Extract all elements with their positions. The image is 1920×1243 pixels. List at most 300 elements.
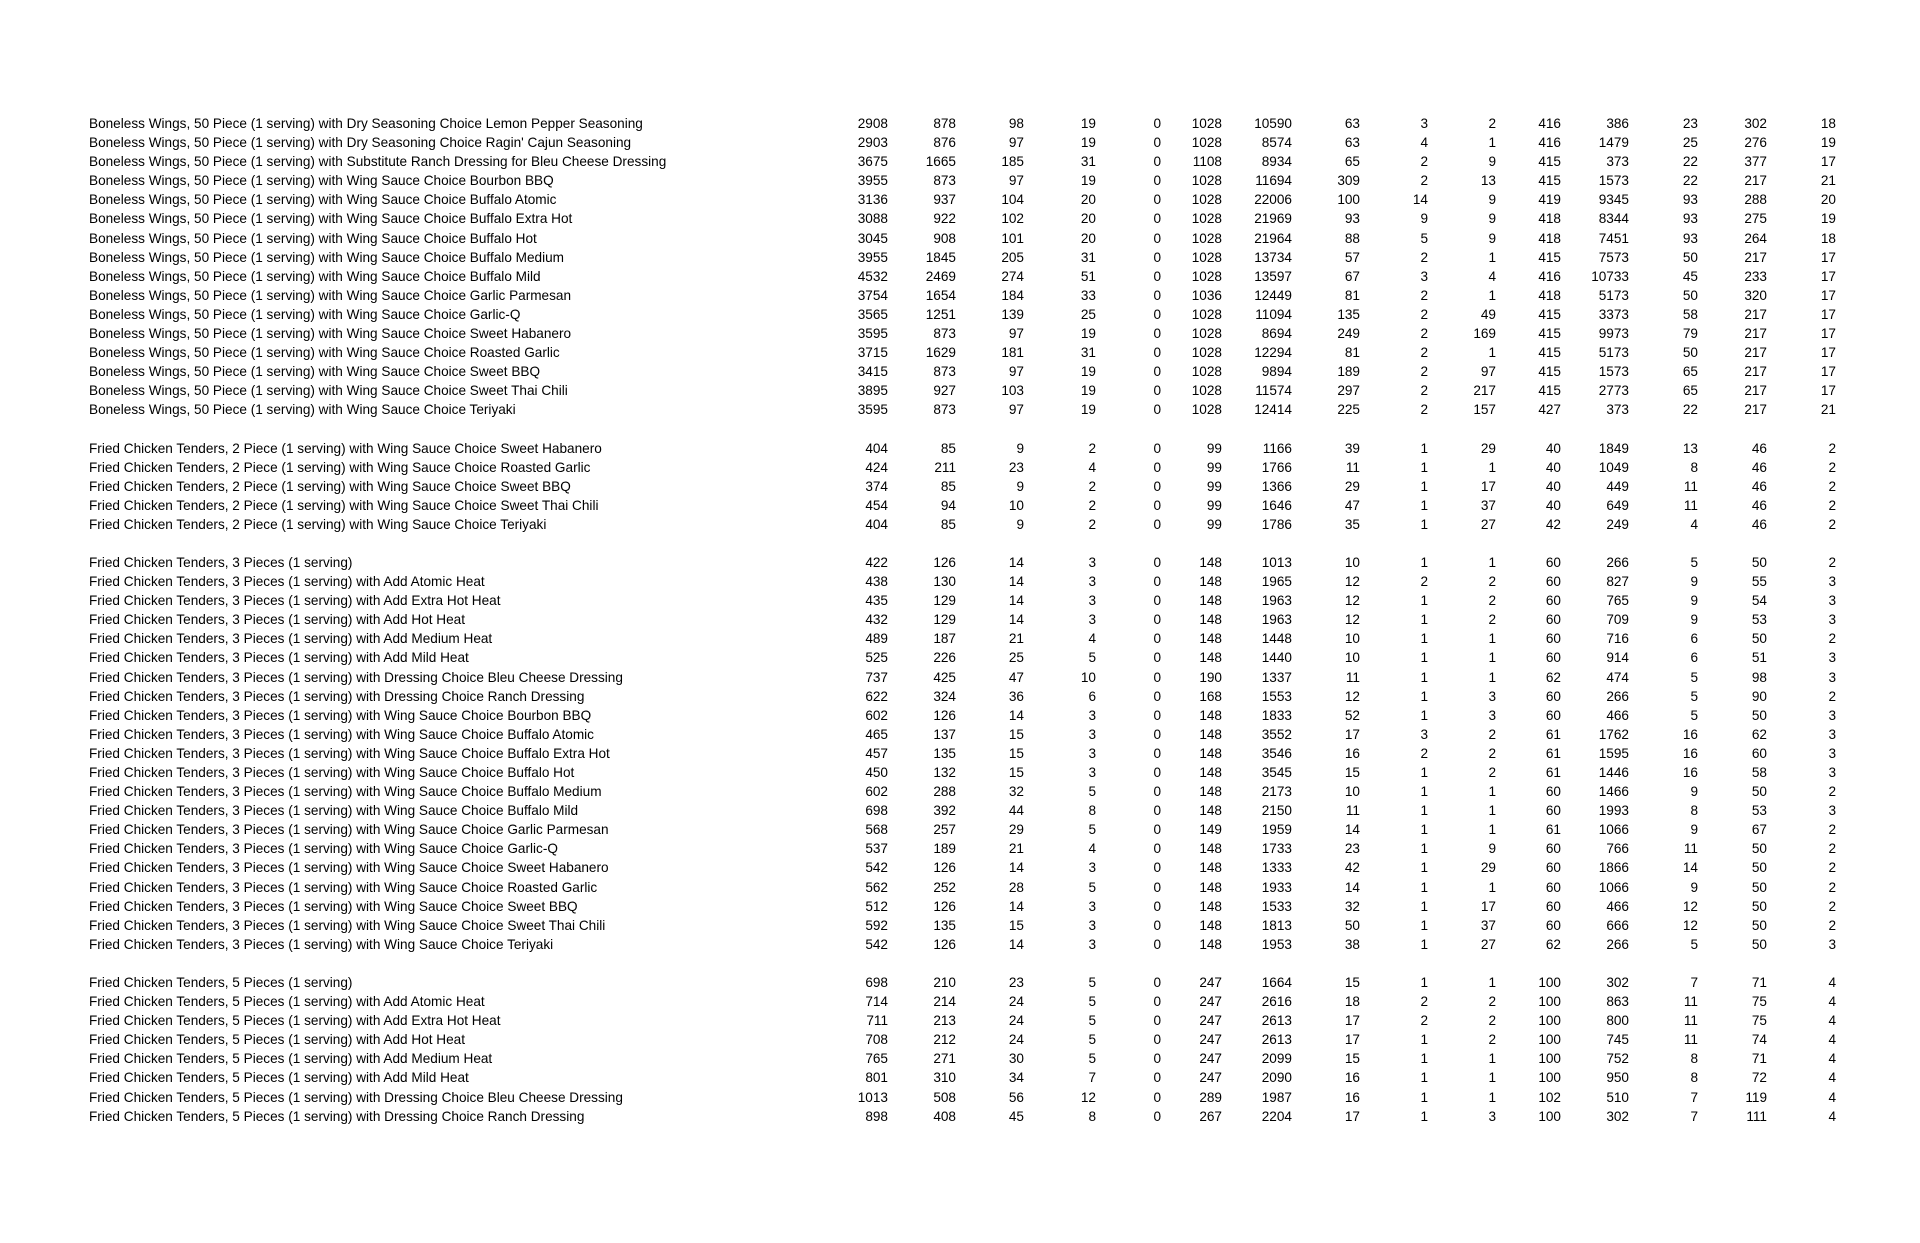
nutrition-value: 1166 (1262, 440, 1292, 456)
nutrition-value: 3 (1420, 116, 1428, 131)
nutrition-value: 0 (1153, 898, 1161, 914)
nutrition-value: 29 (1480, 860, 1496, 876)
table-row (0, 496, 1920, 515)
nutrition-value: 148 (1199, 726, 1222, 742)
nutrition-value: 225 (1337, 402, 1360, 418)
nutrition-value: 512 (865, 898, 888, 914)
nutrition-value: 708 (865, 1032, 888, 1048)
nutrition-value: 716 (1606, 631, 1629, 647)
nutrition-value: 0 (1153, 1089, 1161, 1105)
nutrition-value: 50 (1751, 898, 1767, 914)
nutrition-value: 27 (1480, 936, 1496, 952)
nutrition-value: 0 (1153, 707, 1161, 723)
nutrition-value: 3 (1488, 707, 1496, 723)
nutrition-value: 2 (1828, 822, 1836, 838)
nutrition-value: 876 (933, 135, 956, 151)
nutrition-value: 2 (1488, 1032, 1496, 1048)
item-name: Fried Chicken Tenders, 3 Pieces (1 serving) with Wing Sauce Choice Sweet Thai Chili (89, 917, 606, 933)
item-name: Boneless Wings, 50 Piece (1 serving) with Wing Sauce Choice Buffalo Medium (89, 249, 564, 265)
nutrition-value: 3895 (857, 383, 888, 399)
nutrition-value: 148 (1199, 784, 1222, 800)
nutrition-value: 0 (1153, 1108, 1161, 1124)
nutrition-value: 1813 (1261, 917, 1292, 933)
nutrition-value: 1833 (1261, 707, 1292, 723)
nutrition-value: 16 (1682, 745, 1698, 761)
nutrition-value: 14 (1008, 898, 1024, 914)
nutrition-value: 1664 (1261, 974, 1292, 990)
table-row (0, 725, 1920, 744)
nutrition-value: 1 (1420, 822, 1428, 838)
item-name: Boneless Wings, 50 Piece (1 serving) with Substitute Ranch Dressing for Bleu Cheese Dressing (89, 154, 667, 170)
nutrition-value: 16 (1682, 726, 1698, 742)
nutrition-value: 2 (1420, 745, 1428, 761)
nutrition-value: 14 (1412, 192, 1428, 208)
nutrition-value: 15 (1344, 765, 1360, 780)
nutrition-value: 104 (1001, 192, 1024, 208)
nutrition-value: 40 (1545, 440, 1561, 456)
table-row (0, 591, 1920, 610)
nutrition-value: 2 (1488, 593, 1496, 609)
nutrition-value: 1 (1488, 784, 1496, 800)
nutrition-value: 9 (1690, 593, 1698, 609)
nutrition-value: 52 (1344, 707, 1360, 723)
nutrition-value: 23 (1008, 459, 1024, 475)
nutrition-value: 2 (1420, 574, 1428, 590)
nutrition-value: 0 (1153, 192, 1161, 208)
nutrition-value: 1 (1488, 669, 1496, 685)
nutrition-value: 1993 (1598, 803, 1629, 819)
nutrition-value: 568 (865, 822, 888, 838)
nutrition-value: 4 (1828, 1108, 1836, 1124)
nutrition-value: 415 (1538, 249, 1561, 265)
nutrition-value: 1066 (1598, 879, 1629, 895)
nutrition-value: 16 (1344, 1070, 1360, 1086)
nutrition-value: 2 (1828, 497, 1836, 513)
nutrition-value: 99 (1206, 440, 1222, 456)
nutrition-value: 0 (1153, 650, 1161, 666)
nutrition-value: 217 (1744, 249, 1767, 265)
nutrition-value: 3715 (857, 345, 888, 361)
nutrition-value: 31 (1080, 154, 1096, 170)
nutrition-value: 1108 (1192, 154, 1222, 170)
nutrition-value: 85 (940, 516, 956, 532)
nutrition-value: 11 (1345, 803, 1360, 819)
nutrition-value: 8 (1690, 459, 1698, 475)
nutrition-value: 2 (1088, 516, 1096, 532)
item-name: Boneless Wings, 50 Piece (1 serving) with Dry Seasoning Choice Lemon Pepper Seasoning (89, 116, 643, 131)
nutrition-value: 1028 (1191, 402, 1222, 418)
nutrition-value: 3595 (857, 326, 888, 342)
nutrition-value: 17 (1820, 306, 1836, 322)
nutrition-value: 50 (1751, 554, 1767, 570)
item-name: Fried Chicken Tenders, 3 Pieces (1 serving) with Dressing Choice Bleu Cheese Dressing (89, 669, 623, 685)
table-row (0, 992, 1920, 1011)
nutrition-value: 2773 (1598, 383, 1629, 399)
nutrition-value: 17 (1820, 268, 1836, 284)
nutrition-value: 1595 (1598, 745, 1629, 761)
nutrition-value: 302 (1744, 116, 1767, 131)
nutrition-value: 42 (1545, 516, 1561, 532)
nutrition-value: 62 (1545, 936, 1561, 952)
nutrition-value: 2 (1420, 173, 1428, 189)
nutrition-value: 5 (1088, 994, 1096, 1010)
nutrition-value: 58 (1751, 765, 1767, 780)
item-name: Fried Chicken Tenders, 2 Piece (1 serving) with Wing Sauce Choice Sweet Habanero (89, 440, 602, 456)
nutrition-value: 22 (1682, 154, 1698, 170)
nutrition-value: 15 (1344, 974, 1360, 990)
nutrition-value: 377 (1744, 154, 1767, 170)
nutrition-value: 1965 (1261, 574, 1292, 590)
item-name: Fried Chicken Tenders, 3 Pieces (1 serving) with Wing Sauce Choice Buffalo Mild (89, 803, 579, 819)
nutrition-value: 0 (1153, 822, 1161, 838)
nutrition-value: 12 (1344, 574, 1360, 590)
nutrition-value: 40 (1545, 459, 1561, 475)
item-name: Fried Chicken Tenders, 3 Pieces (1 serving) with Wing Sauce Choice Sweet Habanero (89, 860, 609, 876)
nutrition-value: 85 (940, 440, 956, 456)
nutrition-value: 3 (1088, 574, 1096, 590)
nutrition-value: 1963 (1261, 612, 1292, 628)
nutrition-value: 249 (1337, 326, 1360, 342)
nutrition-value: 17 (1344, 726, 1360, 742)
nutrition-value: 100 (1538, 994, 1561, 1010)
item-name: Fried Chicken Tenders, 2 Piece (1 serving) with Wing Sauce Choice Roasted Garlic (89, 459, 591, 475)
nutrition-value: 19 (1820, 211, 1836, 227)
nutrition-value: 100 (1538, 1108, 1561, 1124)
nutrition-value: 9 (1690, 879, 1698, 895)
nutrition-value: 13 (1682, 440, 1698, 456)
nutrition-value: 22 (1682, 402, 1698, 418)
nutrition-value: 5 (1088, 1013, 1096, 1029)
nutrition-value: 149 (1199, 822, 1222, 838)
nutrition-sheet (0, 114, 1920, 1126)
nutrition-value: 1845 (925, 249, 956, 265)
nutrition-value: 212 (933, 1032, 956, 1048)
nutrition-value: 1028 (1191, 326, 1222, 342)
nutrition-value: 562 (865, 879, 888, 895)
nutrition-value: 93 (1344, 211, 1360, 227)
nutrition-value: 2 (1420, 249, 1428, 265)
nutrition-value: 3 (1088, 554, 1096, 570)
nutrition-value: 3 (1420, 726, 1428, 742)
nutrition-value: 148 (1199, 554, 1222, 570)
nutrition-value: 2 (1420, 1013, 1428, 1029)
table-row (0, 362, 1920, 381)
nutrition-value: 435 (865, 593, 888, 609)
nutrition-value: 210 (933, 974, 956, 990)
nutrition-value: 450 (865, 765, 888, 780)
nutrition-value: 0 (1153, 459, 1161, 475)
nutrition-value: 60 (1545, 650, 1561, 666)
nutrition-value: 0 (1153, 516, 1161, 532)
nutrition-value: 247 (1199, 974, 1222, 990)
nutrition-value: 103 (1001, 383, 1024, 399)
nutrition-value: 14 (1008, 574, 1024, 590)
nutrition-value: 75 (1751, 1013, 1767, 1029)
nutrition-value: 1036 (1191, 287, 1222, 303)
nutrition-value: 1 (1420, 936, 1428, 952)
nutrition-value: 4 (1828, 1013, 1836, 1029)
nutrition-value: 1 (1488, 879, 1496, 895)
item-group (0, 114, 1920, 420)
table-row (0, 706, 1920, 725)
nutrition-value: 2 (1828, 688, 1836, 704)
nutrition-value: 19 (1820, 135, 1836, 151)
nutrition-value: 4 (1088, 841, 1096, 857)
nutrition-value: 1 (1420, 440, 1428, 456)
nutrition-value: 11 (1683, 1013, 1698, 1029)
nutrition-value: 3 (1088, 593, 1096, 609)
nutrition-value: 922 (933, 211, 956, 227)
nutrition-value: 18 (1820, 230, 1836, 246)
item-name: Fried Chicken Tenders, 5 Pieces (1 serving) with Add Atomic Heat (89, 994, 485, 1010)
nutrition-value: 62 (1751, 726, 1767, 742)
nutrition-value: 5173 (1598, 345, 1629, 361)
nutrition-value: 11694 (1255, 173, 1292, 189)
nutrition-value: 85 (940, 478, 956, 494)
nutrition-value: 60 (1545, 631, 1561, 647)
nutrition-value: 19 (1080, 116, 1096, 131)
nutrition-value: 14 (1008, 936, 1024, 952)
nutrition-value: 129 (933, 593, 956, 609)
nutrition-value: 2 (1420, 994, 1428, 1010)
nutrition-value: 46 (1751, 497, 1767, 513)
nutrition-value: 213 (933, 1013, 956, 1029)
nutrition-value: 416 (1538, 116, 1561, 131)
nutrition-value: 11 (1345, 669, 1360, 685)
item-name: Fried Chicken Tenders, 2 Piece (1 serving) with Wing Sauce Choice Sweet Thai Chili (89, 497, 599, 513)
nutrition-value: 11094 (1255, 306, 1292, 322)
nutrition-value: 10 (1344, 784, 1360, 800)
nutrition-value: 1028 (1191, 116, 1222, 131)
nutrition-value: 71 (1751, 974, 1767, 990)
nutrition-value: 24 (1008, 1032, 1024, 1048)
nutrition-value: 602 (865, 784, 888, 800)
nutrition-value: 288 (1744, 192, 1767, 208)
nutrition-value: 2 (1828, 784, 1836, 800)
nutrition-value: 449 (1606, 478, 1629, 494)
nutrition-value: 57 (1344, 249, 1360, 265)
nutrition-value: 2469 (925, 268, 956, 284)
nutrition-value: 2 (1420, 345, 1428, 361)
nutrition-value: 0 (1153, 478, 1161, 494)
nutrition-value: 100 (1538, 974, 1561, 990)
nutrition-value: 5 (1088, 974, 1096, 990)
nutrition-value: 8694 (1261, 326, 1292, 342)
nutrition-value: 56 (1008, 1089, 1024, 1105)
nutrition-value: 0 (1153, 879, 1161, 895)
nutrition-value: 1573 (1598, 173, 1629, 189)
nutrition-value: 9345 (1598, 192, 1629, 208)
group-spacer (0, 420, 1920, 439)
nutrition-value: 1953 (1261, 936, 1292, 952)
nutrition-value: 148 (1199, 803, 1222, 819)
nutrition-value: 418 (1538, 211, 1561, 227)
item-name: Boneless Wings, 50 Piece (1 serving) with Wing Sauce Choice Sweet Habanero (89, 326, 572, 342)
nutrition-value: 148 (1199, 841, 1222, 857)
nutrition-value: 60 (1545, 612, 1561, 628)
nutrition-value: 5 (1088, 879, 1096, 895)
nutrition-value: 34 (1008, 1070, 1024, 1086)
nutrition-value: 17 (1480, 478, 1496, 494)
nutrition-value: 71 (1751, 1051, 1767, 1067)
nutrition-value: 60 (1545, 803, 1561, 819)
item-name: Fried Chicken Tenders, 5 Pieces (1 serving) with Dressing Choice Bleu Cheese Dressing (89, 1089, 623, 1105)
nutrition-value: 474 (1606, 669, 1629, 685)
nutrition-value: 9 (1488, 841, 1496, 857)
nutrition-value: 33 (1080, 287, 1096, 303)
nutrition-value: 737 (865, 669, 888, 685)
nutrition-value: 373 (1606, 402, 1629, 418)
nutrition-value: 408 (933, 1108, 956, 1124)
nutrition-value: 11 (1345, 459, 1360, 475)
nutrition-value: 404 (865, 516, 888, 532)
nutrition-value: 211 (934, 459, 956, 475)
nutrition-value: 415 (1538, 345, 1561, 361)
nutrition-value: 50 (1751, 841, 1767, 857)
nutrition-value: 3045 (857, 230, 888, 246)
table-row (0, 839, 1920, 858)
nutrition-value: 3 (1828, 745, 1836, 761)
nutrition-value: 1 (1420, 478, 1428, 494)
item-name: Fried Chicken Tenders, 3 Pieces (1 serving) with Wing Sauce Choice Buffalo Atomic (89, 726, 594, 742)
nutrition-value: 46 (1751, 440, 1767, 456)
nutrition-value: 1013 (1261, 554, 1292, 570)
nutrition-value: 1963 (1261, 593, 1292, 609)
nutrition-value: 0 (1153, 554, 1161, 570)
nutrition-value: 60 (1545, 860, 1561, 876)
nutrition-value: 542 (865, 936, 888, 952)
nutrition-value: 50 (1751, 936, 1767, 952)
nutrition-value: 9 (1420, 211, 1428, 227)
nutrition-value: 247 (1199, 1032, 1222, 1048)
nutrition-value: 94 (940, 497, 956, 513)
nutrition-value: 3546 (1261, 745, 1292, 761)
nutrition-value: 419 (1538, 192, 1561, 208)
nutrition-value: 135 (1337, 306, 1360, 322)
nutrition-value: 93 (1682, 192, 1698, 208)
table-row (0, 820, 1920, 839)
nutrition-value: 24 (1008, 994, 1024, 1010)
nutrition-value: 0 (1153, 612, 1161, 628)
nutrition-value: 1366 (1261, 478, 1292, 494)
nutrition-value: 3 (1488, 688, 1496, 704)
item-name: Boneless Wings, 50 Piece (1 serving) with Wing Sauce Choice Garlic-Q (89, 306, 521, 322)
nutrition-value: 12 (1080, 1089, 1096, 1105)
item-name: Fried Chicken Tenders, 5 Pieces (1 serving) with Add Medium Heat (89, 1051, 493, 1067)
nutrition-value: 3 (1088, 745, 1096, 761)
item-name: Fried Chicken Tenders, 3 Pieces (1 serving) with Wing Sauce Choice Bourbon BBQ (89, 707, 592, 723)
nutrition-value: 60 (1545, 593, 1561, 609)
nutrition-value: 45 (1008, 1108, 1024, 1124)
nutrition-value: 2 (1088, 497, 1096, 513)
nutrition-value: 863 (1606, 994, 1629, 1010)
nutrition-value: 3 (1488, 1108, 1496, 1124)
nutrition-value: 148 (1199, 631, 1222, 647)
table-row (0, 1068, 1920, 1087)
nutrition-value: 14 (1008, 593, 1024, 609)
nutrition-value: 1028 (1191, 173, 1222, 189)
nutrition-value: 67 (1344, 268, 1360, 284)
nutrition-value: 50 (1751, 631, 1767, 647)
table-row (0, 209, 1920, 228)
nutrition-value: 264 (1744, 230, 1767, 246)
nutrition-value: 47 (1344, 497, 1360, 513)
nutrition-value: 1013 (857, 1089, 888, 1105)
nutrition-value: 8 (1088, 803, 1096, 819)
nutrition-value: 7451 (1598, 230, 1629, 246)
nutrition-value: 6 (1088, 688, 1096, 704)
nutrition-value: 88 (1344, 230, 1360, 246)
table-row (0, 629, 1920, 648)
table-row (0, 878, 1920, 897)
nutrition-value: 20 (1820, 192, 1836, 208)
nutrition-value: 29 (1480, 440, 1496, 456)
nutrition-value: 51 (1751, 650, 1767, 666)
table-row (0, 973, 1920, 992)
nutrition-value: 418 (1538, 230, 1561, 246)
group-spacer (0, 534, 1920, 553)
nutrition-value: 3 (1088, 612, 1096, 628)
nutrition-value: 3595 (857, 402, 888, 418)
nutrition-value: 53 (1751, 803, 1767, 819)
nutrition-value: 1 (1488, 822, 1496, 838)
nutrition-value: 46 (1751, 478, 1767, 494)
nutrition-value: 9 (1016, 516, 1024, 532)
nutrition-value: 19 (1080, 326, 1096, 342)
nutrition-value: 5 (1088, 1032, 1096, 1048)
nutrition-value: 0 (1153, 841, 1161, 857)
nutrition-value: 67 (1751, 822, 1767, 838)
nutrition-value: 0 (1153, 268, 1161, 284)
nutrition-value: 99 (1206, 459, 1222, 475)
nutrition-value: 61 (1545, 822, 1561, 838)
nutrition-value: 97 (1008, 135, 1024, 151)
nutrition-value: 23 (1008, 974, 1024, 990)
nutrition-value: 416 (1538, 135, 1561, 151)
nutrition-value: 148 (1199, 745, 1222, 761)
nutrition-value: 3955 (857, 173, 888, 189)
nutrition-value: 19 (1080, 364, 1096, 380)
nutrition-value: 2 (1828, 516, 1836, 532)
nutrition-value: 111 (1746, 1108, 1767, 1124)
nutrition-value: 873 (933, 173, 956, 189)
nutrition-value: 898 (865, 1108, 888, 1124)
nutrition-value: 20 (1080, 192, 1096, 208)
nutrition-value: 800 (1606, 1013, 1629, 1029)
nutrition-value: 1028 (1191, 345, 1222, 361)
nutrition-value: 18 (1344, 994, 1360, 1010)
nutrition-value: 148 (1199, 612, 1222, 628)
nutrition-value: 0 (1153, 402, 1161, 418)
nutrition-value: 3 (1828, 650, 1836, 666)
item-name: Fried Chicken Tenders, 3 Pieces (1 serving) with Wing Sauce Choice Teriyaki (89, 936, 554, 952)
nutrition-value: 3 (1828, 726, 1836, 742)
nutrition-value: 373 (1606, 154, 1629, 170)
table-row (0, 515, 1920, 534)
nutrition-value: 765 (1606, 593, 1629, 609)
nutrition-value: 3 (1420, 268, 1428, 284)
table-row (0, 286, 1920, 305)
nutrition-value: 15 (1008, 726, 1024, 742)
nutrition-value: 0 (1153, 135, 1161, 151)
item-name: Fried Chicken Tenders, 5 Pieces (1 serving) with Add Mild Heat (89, 1070, 469, 1086)
nutrition-value: 1 (1420, 688, 1428, 704)
nutrition-value: 20 (1080, 211, 1096, 227)
nutrition-value: 32 (1008, 784, 1024, 800)
nutrition-value: 508 (933, 1089, 956, 1105)
nutrition-value: 1333 (1261, 860, 1292, 876)
nutrition-value: 0 (1153, 726, 1161, 742)
